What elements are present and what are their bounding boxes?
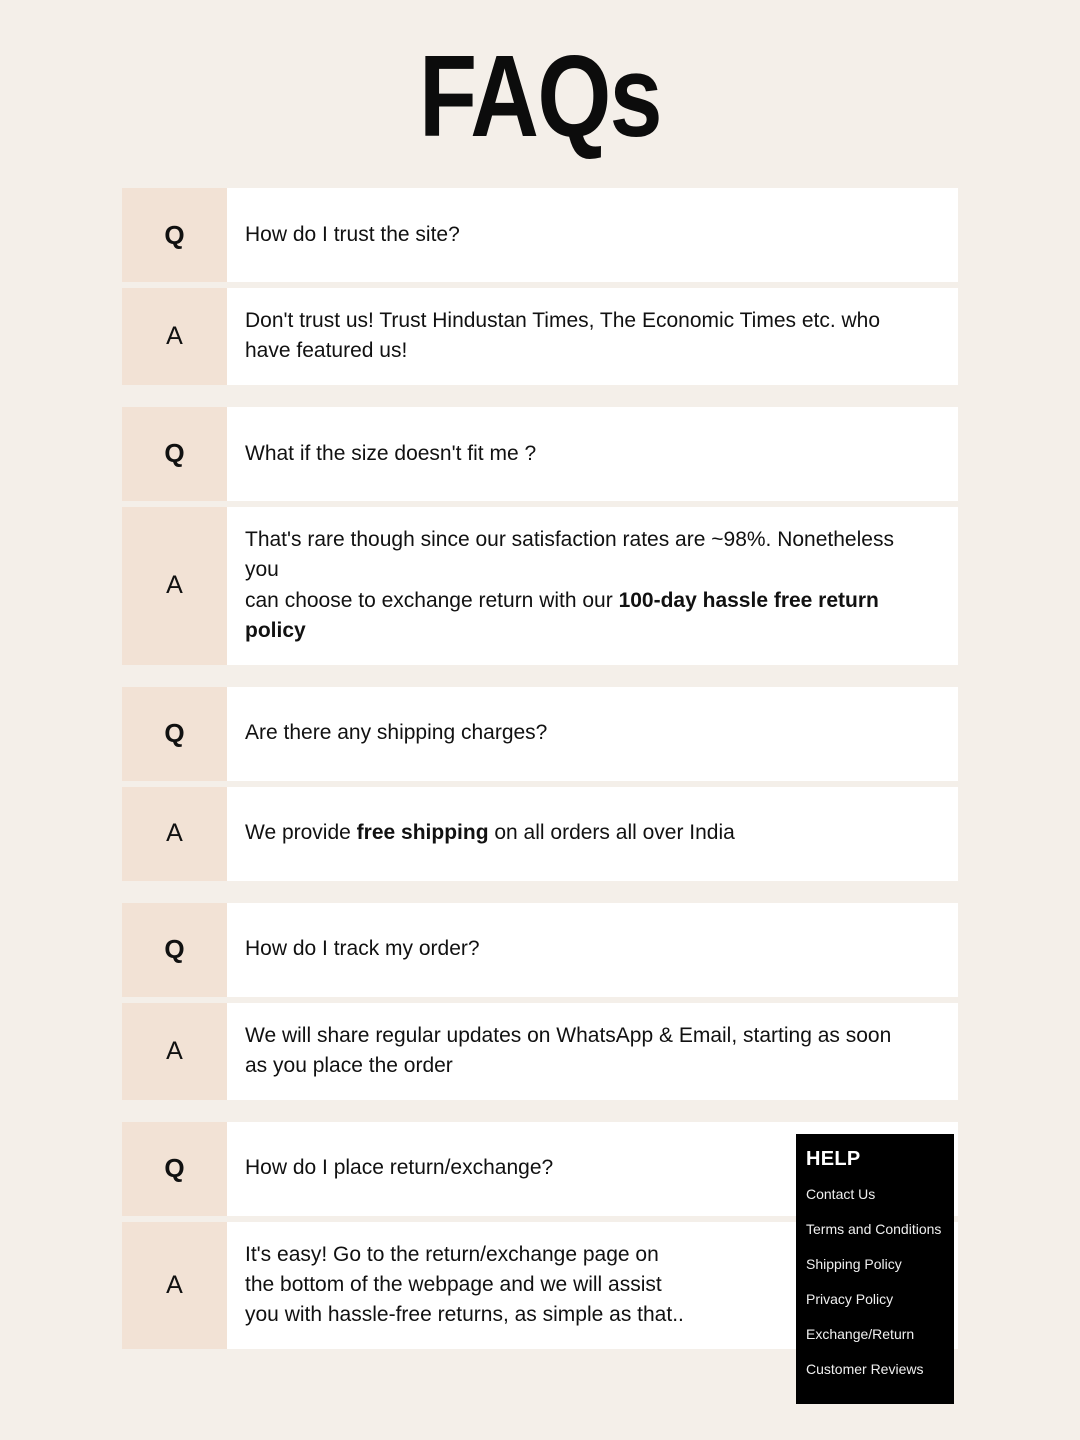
answer-line-pre: you with hassle-free returns, as simple as that.. [245,1303,684,1327]
answer-line [245,1051,891,1081]
help-links [806,1187,954,1376]
answer-lines [245,525,932,647]
answer-line-pre: We provide [245,821,357,845]
answer-line [245,1021,891,1051]
question-line: How do I place return/exchange? [245,1156,554,1180]
answer-text [227,1003,958,1100]
question-line: How do I track my order? [245,937,480,961]
answer-line-post: on all orders all over India [488,821,735,845]
help-box [796,1134,954,1404]
question-marker: Q [122,188,227,282]
question-text [227,687,958,781]
faq-item [122,407,958,665]
question-line: How do I trust the site? [245,222,460,246]
answer-lines [245,1021,891,1082]
answer-line-emphasis: 100-day hassle free return policy [245,588,879,643]
question-line: What if the size doesn't fit me ? [245,441,537,465]
question-marker: Q [122,1122,227,1216]
faq-answer-row [122,288,958,385]
faq-question-row[interactable] [122,687,958,781]
question-marker: Q [122,407,227,501]
answer-marker: A [122,1003,227,1100]
faq-item [122,687,958,881]
answer-line-pre: as you place the order [245,1054,453,1078]
answer-line [245,525,932,586]
answer-marker: A [122,787,227,881]
faq-question-row[interactable] [122,407,958,501]
faq-item [122,903,958,1100]
faq-question-row[interactable] [122,903,958,997]
help-link-shipping-policy[interactable]: Shipping Policy [806,1256,902,1272]
answer-marker: A [122,1222,227,1349]
faq-answer-row [122,1003,958,1100]
answer-text [227,787,958,881]
answer-line-pre: have featured us! [245,339,408,363]
answer-line-pre: We will share regular updates on WhatsApp & Email, starting as soon [245,1023,892,1047]
answer-line-emphasis: free shipping [356,821,489,845]
page-title: FAQs [419,31,661,161]
faq-answer-row [122,787,958,881]
answer-line [245,586,932,647]
answer-line-pre: the bottom of the webpage and we will assist [245,1272,662,1296]
faq-item [122,188,958,385]
answer-marker: A [122,507,227,665]
answer-text [227,288,958,385]
question-text [227,903,958,997]
help-link-contact-us[interactable]: Contact Us [806,1186,876,1202]
answer-line [245,1270,684,1300]
answer-marker: A [122,288,227,385]
help-link-terms-and-conditions[interactable]: Terms and Conditions [806,1221,942,1237]
faq-question-row[interactable] [122,188,958,282]
answer-line [245,306,880,336]
question-text [227,188,958,282]
answer-line [245,336,880,366]
question-marker: Q [122,903,227,997]
help-link-customer-reviews[interactable]: Customer Reviews [806,1361,924,1377]
answer-text [227,507,958,665]
answer-line-pre: can choose to exchange return with our [245,588,619,612]
question-line: Are there any shipping charges? [245,721,548,745]
answer-line [245,1240,684,1270]
answer-line [245,1300,684,1330]
help-title: HELP [806,1148,861,1170]
answer-lines [245,1240,684,1331]
help-link-exchange-return[interactable]: Exchange/Return [806,1326,915,1342]
answer-line [245,818,735,848]
answer-line-pre: That's rare though since our satisfaction rates are ~98%. Nonetheless you [245,527,894,582]
answer-lines [245,818,735,848]
question-marker: Q [122,687,227,781]
faq-answer-row [122,507,958,665]
answer-lines [245,306,880,367]
question-text [227,407,958,501]
help-link-privacy-policy[interactable]: Privacy Policy [806,1291,894,1307]
answer-line-pre: It's easy! Go to the return/exchange page on [245,1242,659,1266]
answer-line-pre: Don't trust us! Trust Hindustan Times, The Economic Times etc. who [245,309,881,332]
